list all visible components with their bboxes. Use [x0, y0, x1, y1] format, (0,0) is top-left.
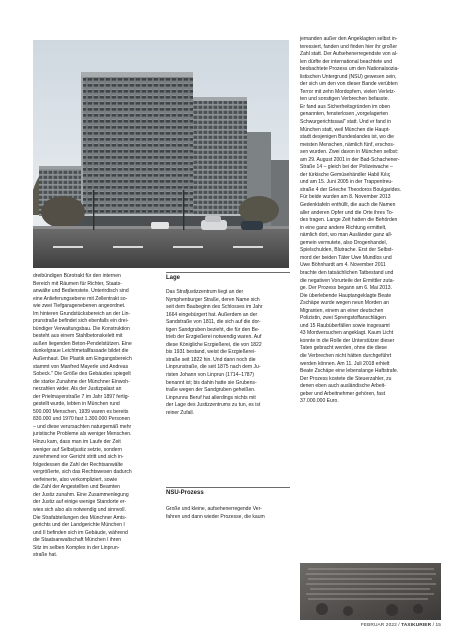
justice-center-photo — [33, 40, 289, 268]
text-line: Uwe Böhnhardt am 4. November 2011 — [300, 262, 386, 269]
text-line: der Justiz zunahm. Eine Zusammenlegung — [33, 491, 129, 498]
section-heading-nsu: NSU-Prozess — [166, 490, 204, 496]
text-line: Linprunns Beruf hat allerdings nichts mit — [166, 394, 256, 401]
text-line: bis 1931 bestand, weist die Erzgießerei- — [166, 349, 256, 356]
text-line: und II befinden sich im Gebäude, während — [33, 529, 128, 536]
text-line: Taten gebracht werden, ohne die diese — [300, 345, 387, 352]
text-line: brachte den tatsächlichen Tatbestand und — [300, 269, 394, 276]
text-line: der türkische Gemüsehändler Habil Kılıç — [300, 171, 391, 178]
text-line: reiner Zufall. — [166, 409, 195, 416]
text-line: die Verbrechen nicht hätten durchgeführt — [300, 352, 392, 359]
text-line: vergrößerte, sich das Rechtswesen dadurch — [33, 469, 132, 476]
text-line: der Prielmayerstraße 7 im Jahr 1897 fertig- — [33, 393, 130, 400]
text-line: gestellt wurde, lebten in München rund — [33, 401, 120, 408]
text-line: Außenhaut. Die Plastik am Eingangsbereich — [33, 356, 132, 363]
text-line: traße wegen der Sandgruben geheißen. — [166, 387, 256, 394]
text-line: Polizistin, zwei Sprengstoffanschlägen — [300, 315, 386, 322]
text-line: Straße 14 – gleich bei der Polizeiwache – — [300, 164, 393, 171]
text-line: genannten, fensterlosen „vorgelagerten — [300, 111, 389, 118]
text-line: – und diese verursachten naturgemäß mehr — [33, 423, 132, 430]
text-line: fahren und dann wieder Prozesse, die kaum — [166, 513, 265, 520]
text-line: meisten Menschen, nämlich fünf, erschos- — [300, 141, 395, 148]
text-line: trieb der Erzgießerei notwendig waren. Auf — [166, 334, 262, 341]
text-line: Migranten, einem an einer deutschen — [300, 307, 384, 314]
text-line: der Lage des Justizzentrums zu tun, es ist — [166, 402, 261, 409]
lage-section-text — [166, 289, 290, 417]
text-line: Bereich mit Räumen für Richter, Staats- — [33, 280, 122, 287]
text-line: aller anderen Opfer und die Orte ihres To- — [300, 209, 394, 216]
text-line: stammt von Manfred Mayerle und Andreas — [33, 363, 129, 370]
text-line: dunkelgraue Leichtmetallfassade bildet die — [33, 348, 129, 355]
text-line: Nymphenburger Straße, deren Name sich — [166, 296, 260, 303]
text-line: 1664 eingebürgert hat. Außerdem an der — [166, 311, 258, 318]
text-line: straße 4 der Grieche Theodoros Boulgarides. — [300, 186, 402, 193]
text-line: 830.000 und 1970 fast 1.300.000 Personen — [33, 416, 131, 423]
text-line: Die überlebende Hauptangeklagte Beate — [300, 292, 392, 299]
text-line: anwälte und Bedienstete. Unterirdisch sind — [33, 288, 129, 295]
text-line: Schwurgerichtssaal" statt. Und er fand in — [300, 119, 391, 126]
text-line: Er fand aus Sicherheitsgründen im oben — [300, 103, 391, 110]
text-line: Sitz im selben Komplex in der Linprun- — [33, 544, 120, 551]
text-line: die starke Zunahme der Münchner Einwoh- — [33, 378, 130, 385]
text-line: len dürfte der international beachtete und — [300, 58, 393, 65]
text-line: Die Strafabteilungen des Münchner Amts- — [33, 514, 127, 521]
text-line: der Justiz auf einige wenige Standorte er- — [33, 499, 127, 506]
text-line: konnte in die Rolle der Unterstützer dieser — [300, 337, 395, 344]
text-line: diese Königliche Erzgießerei, die von 1822 — [166, 341, 262, 348]
text-line: 37.000.000 Euro. — [300, 398, 339, 405]
text-line: denen eben auch ausländische Arbeit- — [300, 383, 386, 390]
section-rule — [166, 487, 290, 488]
text-line: juristische Probleme als weniger Menschen. — [33, 431, 132, 438]
text-line: Sobeck." Die Größe des Gebäudes spiegelt — [33, 371, 131, 378]
text-line: zunehmend vor Gericht stritt und sich in- — [33, 454, 124, 461]
text-line: werden können. Am 11. Juli 2018 erhielt — [300, 360, 390, 367]
text-line: jemanden außer den Angeklagten selbst in- — [300, 36, 398, 42]
right-column-text — [300, 36, 441, 406]
text-line: tigen Sandgruben bezieht, die für den Be- — [166, 326, 260, 333]
text-line: stadt desjenigen Bundeslandes ist, wo die — [300, 134, 394, 141]
text-line: Zahl statt. Der Aufsehenerregendste von al- — [300, 51, 398, 58]
section-heading-lage: Lage — [166, 275, 181, 281]
text-line: die negativen Vorurteile der Ermittler zuta- — [300, 277, 395, 284]
text-line: Terror mit zehn Mordopfern, vielen Verletz- — [300, 88, 396, 95]
text-line: teressiert, fanden und finden hier ihr großer — [300, 43, 398, 50]
text-line: mord der beiden Täter Uwe Mundlos und — [300, 254, 392, 261]
memorial-plaque-illustration — [300, 563, 441, 620]
text-line: verfeinerte, also verkompliziert, sowie — [33, 476, 118, 483]
text-line: und am 15. Juni 2005 in der Trappentreu- — [300, 179, 393, 186]
page-footer — [361, 623, 441, 628]
section-rule — [166, 272, 290, 273]
text-line: dreibündigen Bürotrakt für den internen — [33, 273, 121, 279]
left-column-text — [33, 273, 157, 560]
footer-page-number: / 15 — [432, 623, 441, 628]
text-line: ge. Der Prozess begann am 6. Mai 2013. — [300, 285, 393, 292]
text-line: 500.000 Menschen, 1939 waren es bereits — [33, 408, 129, 415]
text-line: risten Johann von Linprun (1714–1787) — [166, 372, 255, 379]
justice-center-illustration — [33, 40, 289, 268]
memorial-plaque-photo — [300, 563, 441, 620]
text-line: straße seit 1822 hin. Und dann noch die — [166, 356, 256, 363]
text-line: Der Prozess kostete die Steuerzahler, zu — [300, 375, 392, 382]
text-line: Spielschulden, Blutrache. Erst der Selbst- — [300, 247, 394, 254]
text-line: Sandstraße von 1811, die sich auf die dor- — [166, 319, 261, 326]
text-line: ten und sonstigen Verbrechen befasste. — [300, 96, 389, 103]
text-line: außen liegenden Beton-Pendelstützen. Eine — [33, 340, 132, 347]
text-line: geber und Arbeitnehmer gehören, fast — [300, 390, 386, 397]
text-line: Gedenktafeln enthüllt, die auch die Namen — [300, 202, 396, 209]
text-line: gemein vermutete, also Drogenhandel, — [300, 239, 387, 246]
text-line: 43 Mordversuchen angeklagt. Kaum Licht — [300, 330, 394, 337]
text-line: Beate Zschäpe eine lebenslange Haftstrafe. — [300, 368, 399, 375]
text-line: die Zahl der Angestellten und Beamten — [33, 484, 120, 491]
text-line: wie zwei Tiefgaragenebenen angeordnet. — [33, 303, 126, 310]
text-line: straße hat. — [33, 552, 58, 559]
text-line: bündiger Verwaltungsbau. Die Konstruktion — [33, 325, 130, 332]
text-line: des tragen. Lange Zeit hatten die Behörden — [300, 217, 398, 224]
text-line: der sich um den von dieser Bande verübten — [300, 81, 398, 88]
text-line: sen wurden. Zwei davon in München selbst: — [300, 149, 399, 156]
text-line: seit dem Baubeginn des Schlosses im Jahr — [166, 304, 263, 311]
text-line: und 15 Raubüberfällen sowie insgesamt — [300, 322, 390, 329]
text-line: nerzahlen wider. Als der Justizpalast an — [33, 386, 122, 393]
text-line: eine Anlieferungsebene mit Zellentrakt so- — [33, 295, 128, 302]
text-line: am 29. August 2001 in der Bad-Schachener- — [300, 156, 400, 163]
text-line: in eine ganz andere Richtung ermittelt, — [300, 224, 387, 231]
text-line: Im hinteren Grundstücksbereich an der Lin- — [33, 310, 131, 317]
text-line: folgedessen die Zahl der Rechtsanwälte — [33, 461, 123, 468]
text-line: weniger auf Selbstjustiz setzte, sondern — [33, 446, 122, 453]
text-line: Hinzu kam, dass man im Laufe der Zeit — [33, 439, 121, 446]
footer-issue: FEBRUAR 2022 / — [360, 623, 400, 628]
text-line: Linprunstraße, die seit 1875 nach dem Ju- — [166, 364, 261, 371]
text-line: besteht aus einem Stahlbetonskelett mit — [33, 333, 123, 340]
text-line: nämlich dort, wo man Ausländer ganz all- — [300, 232, 393, 239]
text-line: beobachtete Prozess um den Nationalsozia- — [300, 66, 400, 73]
text-line: die Staatsanwaltschaft München I ihren — [33, 537, 122, 544]
text-line: prunstraße befindet sich ebenfalls ein drei- — [33, 318, 129, 325]
nsu-section-text — [166, 506, 290, 521]
text-line: Zschäpe wurde wegen neun Morden an — [300, 300, 389, 307]
text-line: wies sich also als notwendig und sinnvoll. — [33, 506, 126, 513]
text-line: listischen Untergrund (NSU) gewesen sein, — [300, 73, 397, 80]
text-line: München statt, weil München die Haupt- — [300, 126, 391, 133]
text-line: gerichts und der Landgerichte München I — [33, 522, 125, 529]
text-line: Für beide wurden am 8. November 2013 — [300, 194, 391, 201]
footer-magazine: TAXIKURIER — [401, 623, 432, 628]
text-line: benannt ist; bis dahin hatte sie Grubens- — [166, 379, 257, 386]
text-line: Große und kleine, aufsehenerregende Ver- — [166, 506, 262, 512]
text-line: Das Strafjustizzentrum liegt an der — [166, 289, 244, 295]
